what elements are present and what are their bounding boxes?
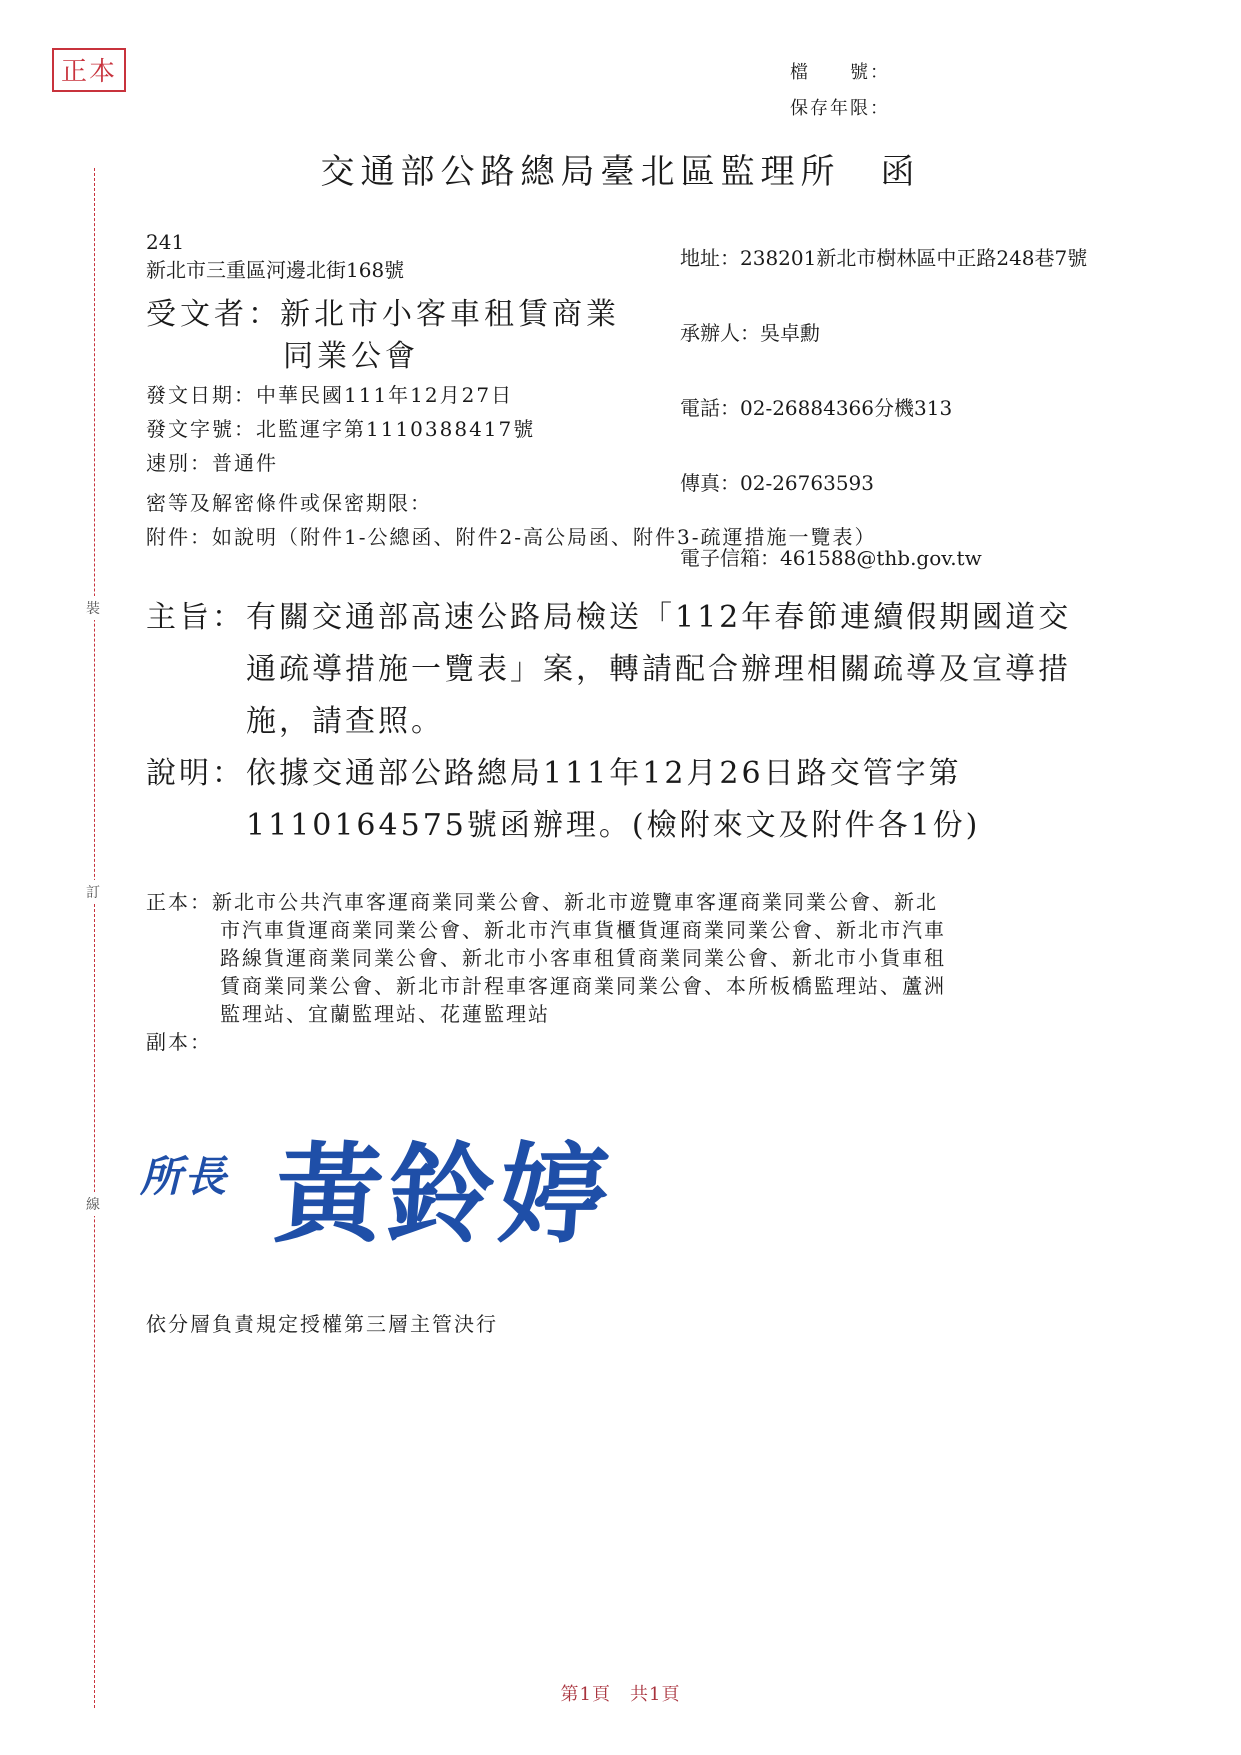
- explanation-label: 說明：: [146, 756, 245, 791]
- director-title: 所長: [140, 1152, 229, 1201]
- original-copy-line1: 新北市公共汽車客運商業同業公會、新北市遊覽車客運商業同業公會、新北: [212, 890, 938, 914]
- carbon-copy-label: 副本：: [146, 1030, 212, 1054]
- subject-line1: 有關交通部高速公路局檢送「112年春節連續假期國道交: [246, 600, 1072, 635]
- explanation-line2: 1110164575號函辦理。(檢附來文及附件各1份): [246, 808, 981, 843]
- binding-mark-zhuang: 裝: [86, 596, 100, 620]
- sender-email: 電子信箱：461588@thb.gov.tw: [680, 546, 982, 570]
- sender-fax: 傳真：02-26763593: [680, 471, 875, 495]
- recipient-street: 新北市三重區河邊北街168號: [146, 258, 405, 282]
- original-copy-line5: 監理站、宜蘭監理站、花蓮監理站: [220, 1002, 550, 1026]
- original-copy-line3: 路線貨運商業同業公會、新北市小客車租賃商業同業公會、新北市小貨車租: [220, 946, 946, 970]
- original-copy-stamp: 正本: [52, 48, 126, 92]
- recipient-name-line2: 同業公會: [283, 339, 419, 374]
- recipient-name-line1: 新北市小客車租賃商業: [280, 297, 620, 332]
- original-copy-line4: 賃商業同業公會、新北市計程車客運商業同業公會、本所板橋監理站、蘆洲: [220, 974, 946, 998]
- attachments: 附件：如說明（附件1-公總函、附件2-高公局函、附件3-疏運措施一覽表）: [146, 525, 877, 549]
- recipient-zip: 241: [146, 230, 185, 254]
- sender-address: 地址：238201新北市樹林區中正路248巷7號: [680, 246, 1088, 270]
- document-title: 交通部公路總局臺北區監理所 函: [320, 152, 921, 192]
- file-number-label: 檔 號：: [790, 62, 890, 83]
- sender-phone: 電話：02-26884366分機313: [680, 396, 953, 420]
- original-copy-line2: 市汽車貨運商業同業公會、新北市汽車貨櫃貨運商業同業公會、新北市汽車: [220, 918, 946, 942]
- original-copy-label: 正本：: [146, 890, 212, 914]
- binding-margin-line: [94, 168, 95, 1708]
- sender-handler: 承辦人：吳卓勳: [680, 321, 820, 345]
- recipient-label: 受文者：: [146, 297, 282, 332]
- delivery-speed: 速別：普通件: [146, 451, 278, 475]
- delegation-note: 依分層負責規定授權第三層主管決行: [146, 1312, 498, 1336]
- subject-line2: 通疏導措施一覽表」案，轉請配合辦理相關疏導及宣導措: [246, 652, 1071, 687]
- distribution-list: [146, 888, 946, 1056]
- binding-mark-ding: 訂: [86, 880, 100, 904]
- binding-mark-xian: 線: [86, 1192, 100, 1216]
- document-number: 發文字號：北監運字第1110388417號: [146, 417, 536, 441]
- document-body: [146, 592, 1071, 852]
- document-meta: [146, 378, 876, 554]
- subject-label: 主旨：: [146, 600, 245, 635]
- retention-period-label: 保存年限：: [790, 98, 890, 119]
- director-name: 黃鈴婷: [270, 1132, 616, 1258]
- page-number: 第1頁 共1頁: [560, 1684, 681, 1705]
- classification: 密等及解密條件或保密期限：: [146, 491, 432, 515]
- recipient-block: [146, 294, 620, 378]
- subject-paragraph: [146, 592, 1071, 748]
- issue-date: 發文日期：中華民國111年12月27日: [146, 383, 514, 407]
- subject-line3: 施，請查照。: [246, 704, 444, 739]
- explanation-line1: 依據交通部公路總局111年12月26日路交管字第: [246, 756, 962, 791]
- recipient-address-block: [146, 228, 404, 284]
- explanation-paragraph: [146, 748, 1071, 852]
